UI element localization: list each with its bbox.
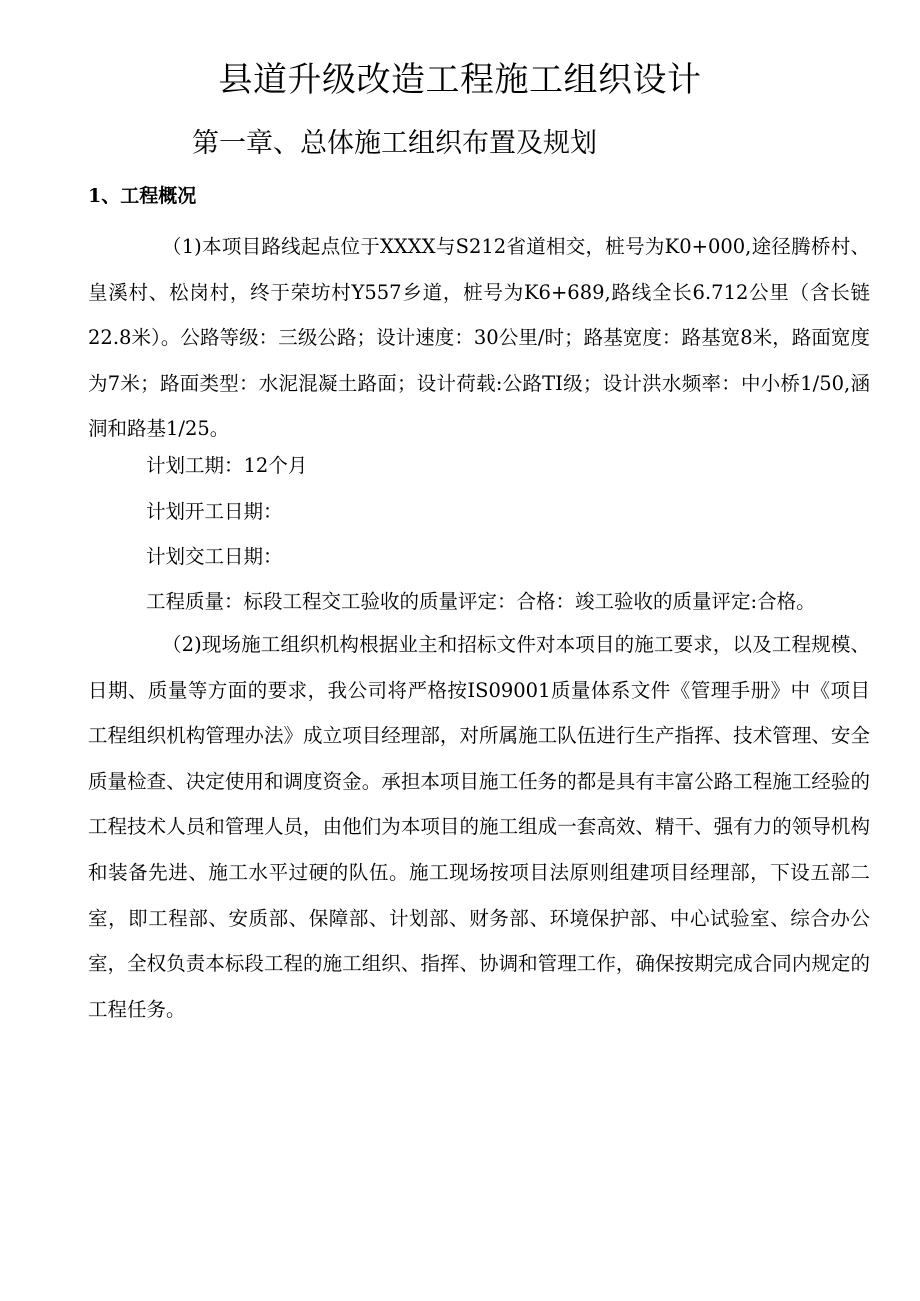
planned-start-date: 计划开工日期： [146,500,283,523]
paragraph-site-organization: （2)现场施工组织机构根据业主和招标文件对本项目的施工要求，以及工程规模、日期、质量等方面的要求，我公司将严格按IS09001质量体系文件《管理手册》中《项目工程组织机构管理办法》成立项目经理部，对所属施工队伍进行生产指挥、技术管理、安全质量检查、决定使用和调度资金。承担本项目施工任务的都是具有丰富公路工程施工经验的工程技术人员和管理人员，由他们为本项目的施工组成一套高效、精干、强有力的领导机构和装备先进、施工水平过硬的队伍。施工现场按项目法原则组建项目经理部，下设五部二室，即工程部、安质部、保障部、计划部、财务部、环境保护部、中心试验室、综合办公室，全权负责本标段工程的施工组织、指挥、协调和管理工作，确保按期完成合同内规定的工程任务。 [88,633,870,1021]
quality-requirement: 工程质量：标段工程交工验收的质量评定：合格：竣工验收的质量评定:合格。 [146,590,816,613]
planned-duration: 计划工期：12个月 [146,454,308,477]
chapter-title: 第一章、总体施工组织布置及规划 [192,128,597,159]
planned-completion-date: 计划交工日期： [146,545,283,568]
document-title: 县道升级改造工程施工组织设计 [218,60,702,100]
section-heading: 1、工程概况 [88,185,197,207]
paragraph-project-overview: （1)本项目路线起点位于XXXX与S212省道相交，桩号为K0+000,途径腾桥村、皇溪村、松岗村，终于荣坊村Y557乡道，桩号为K6+689,路线全长6.712公里（含长链22.8米）。公路等级：三级公路；设计速度：30公里/时；路基宽度：路基宽8米，路面宽度为7米；路面类型：水泥混凝土路面；设计荷载:公路TI级；设计洪水频率：中小桥1/50,涵洞和路基1/25。 [88,235,870,441]
